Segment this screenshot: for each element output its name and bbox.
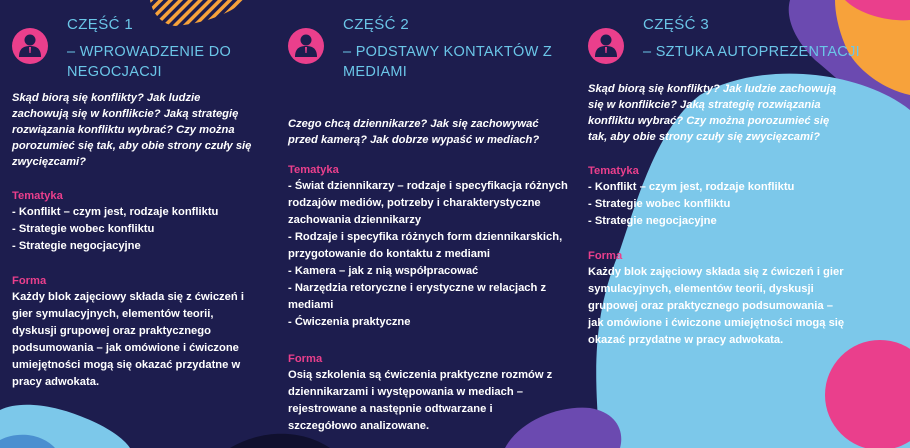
list-item: - Strategie wobec konfliktu [12, 223, 155, 235]
form-heading: Forma [588, 250, 623, 262]
list-item: - Konflikt – czym jest, rodzaje konfliktu [588, 181, 795, 193]
intro-questions: Skąd biorą się konflikty? Jak ludzie zachowują się w konflikcie? Jaką strategię rozwiązania konfliktu wybrać? Czy można porozumieć się tak, aby obie strony czuły się zwycięzcami? [588, 83, 837, 143]
list-item: - Narzędzia retoryczne i erystyczne w relacjach z mediami [288, 282, 547, 311]
part-2-header [288, 12, 568, 78]
topics-heading: Tematyka [588, 165, 639, 177]
form-heading: Forma [12, 275, 47, 287]
part-1-column [12, 12, 270, 391]
topics-list [288, 178, 568, 331]
dark-bottom-blob [230, 434, 330, 448]
part-title: – PODSTAWY KONTAKTÓW Z MEDIAMI [343, 44, 553, 80]
part-3-header [588, 12, 888, 78]
part-3-column [588, 12, 888, 349]
person-icon [588, 28, 624, 64]
part-1-header [12, 12, 270, 78]
topics-list [588, 179, 888, 230]
intro-questions: Czego chcą dziennikarze? Jak się zachowywać przed kamerą? Jak dobrze wypaść w mediach? [288, 118, 540, 146]
list-item: - Świat dziennikarzy – rodzaje i specyfikacja różnych rodzajów mediów, potrzeby i charakterystyczne zachowania dziennikarzy [288, 180, 568, 226]
form-description: Każdy blok zajęciowy składa się z ćwiczeń i gier symulacyjnych, elementów teorii, dyskusji grupowej oraz praktycznego podsumowania – jak omówione i ćwiczone umiejętności mogą się okazać przydatne w pracy adwokata. [588, 266, 845, 346]
list-item: - Kamera – jak z nią współpracować [288, 265, 479, 277]
form-description: Każdy blok zajęciowy składa się z ćwiczeń i gier symulacyjnych, elementów teorii, dyskusji grupowej oraz praktycznego podsumowania – jak omówione i ćwiczone umiejętności mogą się okazać przydatne w pracy adwokata. [12, 291, 244, 388]
form-heading: Forma [288, 353, 323, 365]
form-description: Osią szkolenia są ćwiczenia praktyczne rozmów z dziennikarzami i występowania w mediach – rejestrowane a następnie odtwarzane i szczegółowo analizowane. [288, 369, 553, 432]
list-item: - Strategie negocjacyjne [588, 215, 717, 227]
list-item: - Strategie negocjacyjne [12, 240, 141, 252]
part-title: – WPROWADZENIE DO NEGOCJACJI [67, 44, 232, 80]
part-label: CZĘŚĆ 3 [643, 16, 710, 33]
list-item: - Ćwiczenia praktyczne [288, 316, 411, 328]
list-item: - Strategie wobec konfliktu [588, 198, 731, 210]
topics-heading: Tematyka [12, 190, 63, 202]
topics-list [12, 204, 270, 255]
person-icon [12, 28, 48, 64]
part-title: – SZTUKA AUTOPREZENTACJI [643, 44, 860, 60]
part-label: CZĘŚĆ 1 [67, 16, 134, 33]
topics-heading: Tematyka [288, 164, 339, 176]
part-label: CZĘŚĆ 2 [343, 16, 410, 33]
part-2-column [288, 12, 568, 435]
person-icon [288, 28, 324, 64]
list-item: - Rodzaje i specyfika różnych form dziennikarskich, przygotowanie do kontaktu z mediami [288, 231, 563, 260]
intro-questions: Skąd biorą się konflikty? Jak ludzie zachowują się w konflikcie? Jaką strategię rozwiązania konfliktu wybrać? Czy można porozumieć się tak, aby obie strony czuły się zwycięzcami? [12, 92, 252, 168]
list-item: - Konflikt – czym jest, rodzaje konfliktu [12, 206, 219, 218]
